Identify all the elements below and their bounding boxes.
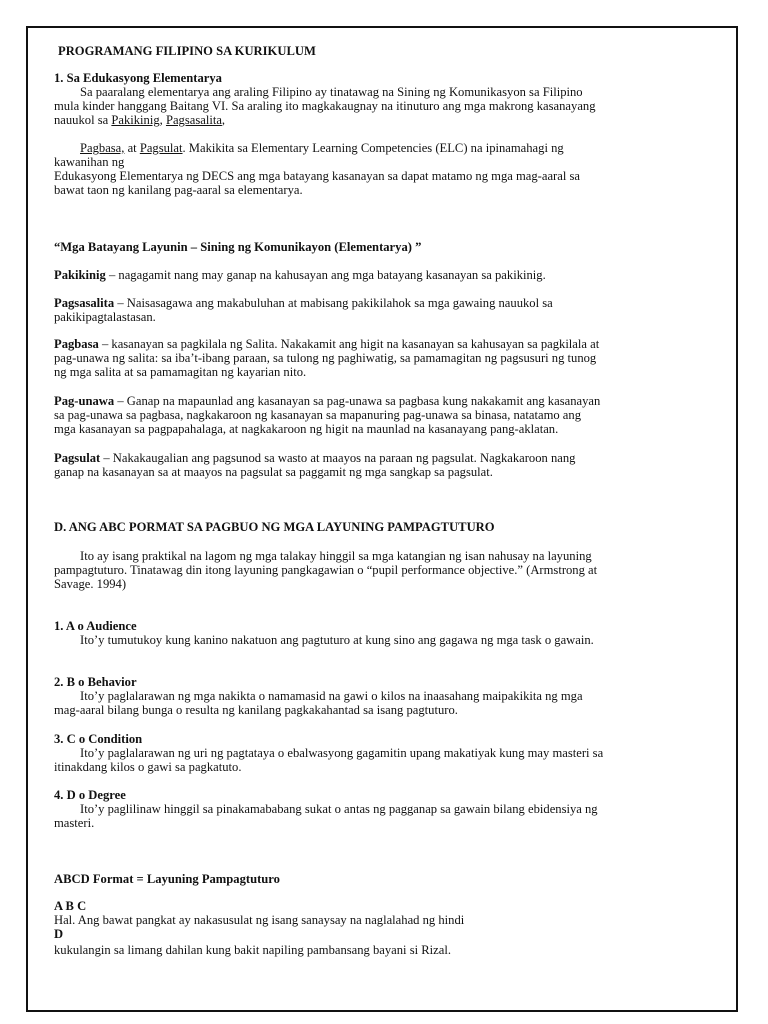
sectionD-intro-line3: Savage. 1994) xyxy=(54,577,127,591)
abcd-d-heading: 4. D o Degree xyxy=(54,788,126,802)
skill-pagsasalita: Pagsasalita xyxy=(165,113,222,127)
sectionD-heading: D. ANG ABC PORMAT SA PAGBUO NG MGA LAYUNING PAMPAGTUTURO xyxy=(54,520,495,534)
objective-pagbasa-line3: ng mga salita at sa pamamagitan ng kayarian nito. xyxy=(54,365,307,379)
section1-p2-line3: Edukasyong Elementarya ng DECS ang mga batayang kasanayan sa dapat matamo ng mga mag-aaral sa xyxy=(54,169,580,183)
abcd-format-heading: ABCD Format = Layuning Pampagtuturo xyxy=(54,872,280,886)
objective-pagbasa-line2: pag-unawa ng salita: sa iba’t-ibang paraan, sa tulong ng paghiwatig, sa pamamagitan ng pagsusuri ng tunog xyxy=(54,351,597,365)
abcd-letter-d: D xyxy=(54,927,64,941)
term-pakikinig: Pakikinig xyxy=(54,268,106,282)
objective-pagbasa xyxy=(54,337,599,351)
abcd-a-heading: 1. A o Audience xyxy=(54,619,137,633)
section1-heading: 1. Sa Edukasyong Elementarya xyxy=(54,71,222,85)
abcd-d-line1: Ito’y paglilinaw hinggil sa pinakamababang sukat o antas ng pagganap sa gawain bilang ebidensiya ng xyxy=(80,802,598,816)
abcd-c-heading: 3. C o Condition xyxy=(54,732,143,746)
abcd-b-heading: 2. B o Behavior xyxy=(54,675,137,689)
section1-p2-line4: bawat taon ng kanilang pag-aaral sa elementarya. xyxy=(54,183,303,197)
abcd-b-line2: mag-aaral bilang bunga o resulta ng kanilang pagkakahantad sa isang pagtuturo. xyxy=(54,703,458,717)
text-run: at xyxy=(124,141,140,155)
skill-pakikinig: Pakikinig xyxy=(111,113,160,127)
objective-pakikinig xyxy=(54,268,546,282)
objective-pagunawa xyxy=(54,394,600,408)
section1-p1-line2: mula kinder hanggang Baitang VI. Sa araling ito magkakaugnay na itinuturo ang mga makrong kasanayang xyxy=(54,99,596,113)
section1-p2-line2: kawanihan ng xyxy=(54,155,125,169)
text-run: , xyxy=(159,113,166,127)
section1-p2-line1 xyxy=(80,141,564,155)
skill-pagbasa: Pagbasa, xyxy=(80,141,125,155)
abcd-d-line2: masteri. xyxy=(54,816,95,830)
term-pagsasalita: Pagsasalita xyxy=(54,296,115,310)
section1-p1-line3 xyxy=(54,113,225,127)
abcd-c-line2: itinakdang kilos o gawi sa pagkatuto. xyxy=(54,760,242,774)
term-pagunawa: Pag-unawa xyxy=(54,394,115,408)
sectionD-intro-line2: pampagtuturo. Tinatawag din itong layuning pangkagawian o “pupil performance objective.” (Armstrong at xyxy=(54,563,598,577)
objective-pagunawa-line3: mga kasanayan sa pagpapahalaga, at nagkakaroon ng higit na maunlad na kasanayang pang-aklatan. xyxy=(54,422,559,436)
term-pagbasa: Pagbasa xyxy=(54,337,99,351)
abcd-b-line1: Ito’y paglalarawan ng mga nakikta o namamasid na gawi o kilos na inaasahang maipakikita ng mga xyxy=(80,689,583,703)
definition-text: – Naisasagawa ang makabuluhan at mabisang pakikilahok sa mga gawaing nauukol sa xyxy=(114,296,553,310)
objective-pagsulat-line2: ganap na kasanayan sa at maayos na pagsulat sa paggamit ng mga sangkap sa pagsulat. xyxy=(54,465,493,479)
abcd-example-line1: Hal. Ang bawat pangkat ay nakasusulat ng isang sanaysay na naglalahad ng hindi xyxy=(54,913,465,927)
text-run: nauukol sa xyxy=(54,113,112,127)
objective-pagsulat xyxy=(54,451,575,465)
definition-text: – kasanayan sa pagkilala ng Salita. Nakakamit ang higit na kasanayan sa kahusayan sa pagkilala at xyxy=(98,337,600,351)
abcd-c-line1: Ito’y paglalarawan ng uri ng pagtataya o ebalwasyong gagamitin upang makatiyak kung may masteri sa xyxy=(80,746,604,760)
objectives-heading: “Mga Batayang Layunin – Sining ng Komunikayon (Elementarya) ” xyxy=(54,240,422,254)
definition-text: – Nakakaugalian ang pagsunod sa wasto at maayos na paraan ng pagsulat. Nagkakaroon nang xyxy=(100,451,576,465)
objective-pagsasalita xyxy=(54,296,553,310)
term-pagsulat: Pagsulat xyxy=(54,451,101,465)
section1-p1-line1: Sa paaralang elementarya ang araling Filipino ay tinatawag na Sining ng Komunikasyon sa Filipino xyxy=(80,85,583,99)
text-run: , xyxy=(221,113,226,127)
skill-pagsulat: Pagsulat xyxy=(139,141,183,155)
abcd-a-line1: Ito’y tumutukoy kung kanino nakatuon ang pagtuturo at kung sino ang gagawa ng mga task o gawain. xyxy=(80,633,594,647)
objective-pagunawa-line2: sa pag-unawa sa pagbasa, nagkakaroon ng kasanayan sa mapanuring pag-unawa sa binasa, natatamo ang xyxy=(54,408,581,422)
definition-text: – nagagamit nang may ganap na kahusayan ang mga batayang kasanayan sa pakikinig. xyxy=(105,268,546,282)
abcd-letters-abc: A B C xyxy=(54,899,87,913)
sectionD-intro-line1: Ito ay isang praktikal na lagom ng mga talakay hinggil sa mga katangian ng isan nahusay na layuning xyxy=(80,549,592,563)
abcd-example-line2: kukulangin sa limang dahilan kung bakit napiling pambansang bayani si Rizal. xyxy=(54,943,451,957)
text-run: . Makikita sa Elementary Learning Competencies (ELC) na ipinamahagi ng xyxy=(182,141,564,155)
objective-pagsasalita-line2: pakikipagtalastasan. xyxy=(54,310,156,324)
page-title: PROGRAMANG FILIPINO SA KURIKULUM xyxy=(58,44,316,58)
definition-text: – Ganap na mapaunlad ang kasanayan sa pag-unawa sa pagbasa kung nakakamit ang kasanayan xyxy=(114,394,601,408)
